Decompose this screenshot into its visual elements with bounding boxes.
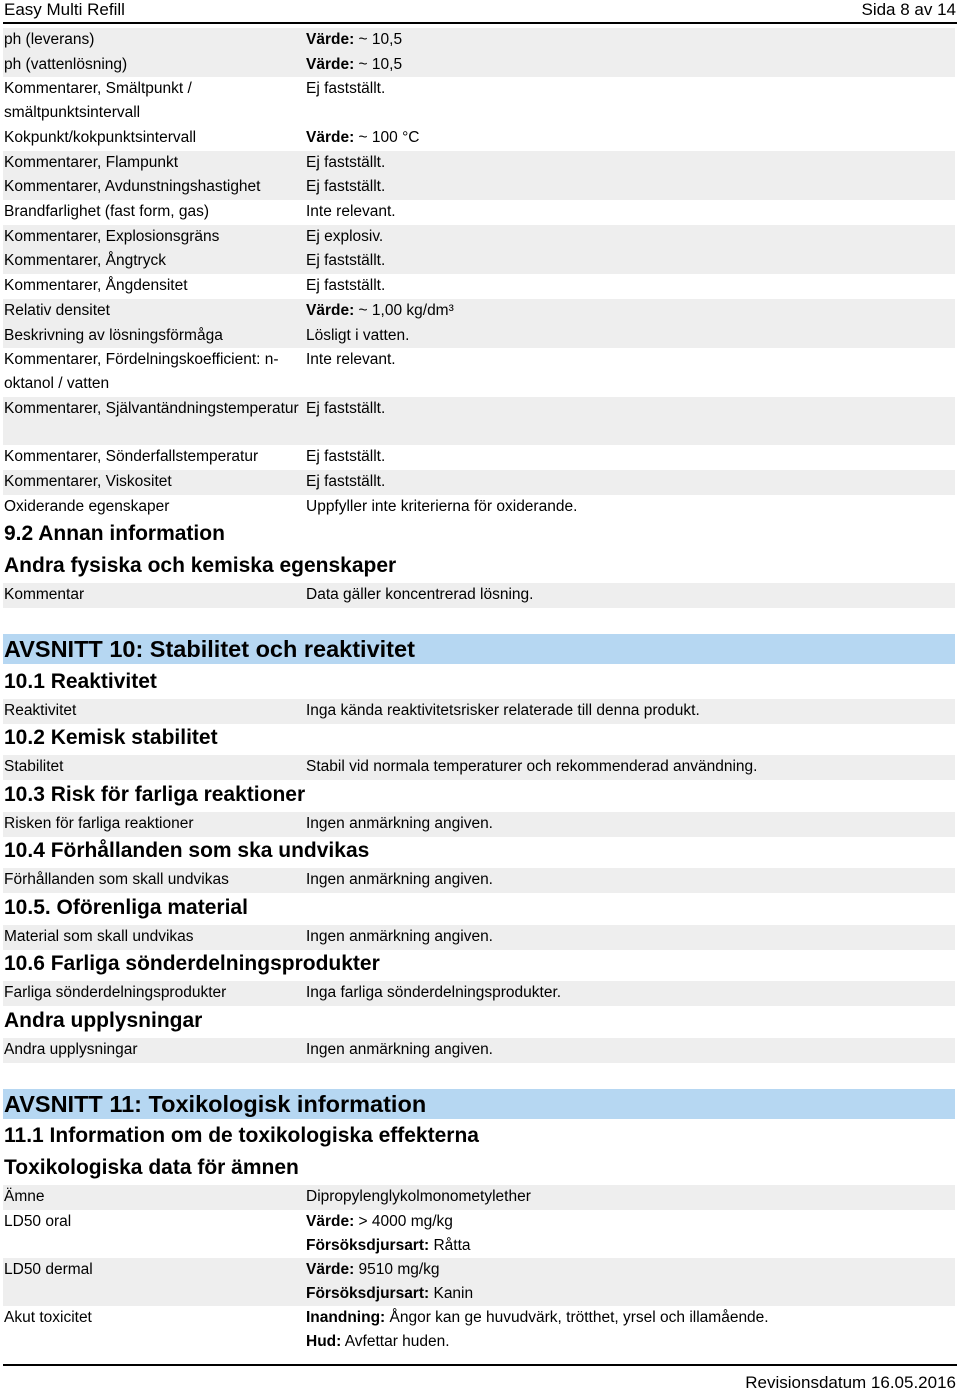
- property-row: Kommentarer, Självantändningstemperatur Ej fastställt.: [3, 397, 955, 445]
- property-row: Ämne Dipropylenglykolmonometylether: [3, 1185, 955, 1210]
- property-row: Material som skall undvikas Ingen anmärkning angiven.: [3, 925, 955, 950]
- subsection-heading: 10.6 Farliga sönderdelningsprodukter: [4, 952, 380, 975]
- revision-date: Revisionsdatum 16.05.2016: [745, 1373, 956, 1392]
- other-properties-heading: Andra fysiska och kemiska egenskaper: [4, 554, 397, 577]
- property-row: Kommentarer, Fördelningskoefficient: n-oktanol / vatten Inte relevant.: [4, 351, 396, 392]
- product-name: Easy Multi Refill: [4, 0, 125, 19]
- page-header: [0, 0, 960, 22]
- property-row: Brandfarlighet (fast form, gas) Inte relevant.: [4, 202, 396, 220]
- subsection-heading: Andra upplysningar: [4, 1009, 203, 1032]
- property-row: Kommentarer, Ångdensitet Ej fastställt.: [4, 277, 386, 294]
- header-divider: [3, 22, 957, 24]
- subsection-heading: 10.1 Reaktivitet: [4, 670, 157, 693]
- property-row: Kommentarer, Sönderfallstemperatur Ej fastställt.: [4, 448, 386, 465]
- property-row: Kommentarer, Avdunstningshastighet Ej fastställt.: [3, 175, 955, 200]
- page-number: Sida 8 av 14: [861, 0, 956, 19]
- property-row: Kommentarer, Flampunkt Ej fastställt.: [3, 151, 955, 176]
- property-row: LD50 dermal Värde: 9510 mg/kg Försöksdjursart: Kanin: [3, 1258, 955, 1306]
- section-11-banner: AVSNITT 11: Toxikologisk information: [3, 1089, 955, 1119]
- subsection-heading: 10.3 Risk för farliga reaktioner: [4, 783, 306, 806]
- property-row: Kommentarer, Explosionsgräns Ej explosiv.: [3, 225, 955, 250]
- property-row: Relativ densitet Värde: ~ 1,00 kg/dm³: [3, 299, 955, 324]
- property-row: ph (leverans) Värde: ~ 10,5: [3, 28, 955, 53]
- subsection-heading: 10.5. Oförenliga material: [4, 896, 248, 919]
- property-row: Kommentarer, Viskositet Ej fastställt.: [3, 470, 955, 495]
- property-row: Kokpunkt/kokpunktsintervall Värde: ~ 100 °C: [4, 129, 420, 146]
- property-row: Andra upplysningar Ingen anmärkning angiven.: [3, 1038, 955, 1063]
- footer-divider: [3, 1364, 957, 1366]
- subsection-heading: Toxikologiska data för ämnen: [4, 1156, 299, 1179]
- section-9-2-heading: 9.2 Annan information: [4, 522, 225, 545]
- property-row: Reaktivitet Inga kända reaktivitetsrisker relaterade till denna produkt.: [3, 699, 955, 724]
- property-row: LD50 oral Värde: > 4000 mg/kg Försöksdjursart: Råtta: [4, 1212, 471, 1254]
- property-row: ph (vattenlösning) Värde: ~ 10,5: [3, 53, 955, 78]
- property-row: Förhållanden som skall undvikas Ingen anmärkning angiven.: [3, 868, 955, 893]
- subsection-heading: 10.4 Förhållanden som ska undvikas: [4, 839, 370, 862]
- property-row: Beskrivning av lösningsförmåga Lösligt i vatten.: [3, 324, 955, 349]
- property-row: Kommentarer, Smältpunkt / smältpunktsintervall Ej fastställt.: [4, 80, 386, 121]
- property-row: Risken för farliga reaktioner Ingen anmärkning angiven.: [3, 812, 955, 837]
- subsection-heading: 11.1 Information om de toxikologiska effekterna: [4, 1124, 479, 1147]
- property-row: Stabilitet Stabil vid normala temperaturer och rekommenderad användning.: [3, 755, 955, 780]
- property-row: Kommentar Data gäller koncentrerad lösning.: [3, 583, 955, 608]
- property-row: Oxiderande egenskaper Uppfyller inte kriterierna för oxiderande.: [4, 497, 578, 515]
- section-10-banner: AVSNITT 10: Stabilitet och reaktivitet: [3, 634, 955, 664]
- property-row: Akut toxicitet Inandning: Ångor kan ge huvudvärk, trötthet, yrsel och illamående. Hud: Avfettar huden.: [4, 1309, 769, 1350]
- property-row: Kommentarer, Ångtryck Ej fastställt.: [3, 249, 955, 274]
- property-row: Farliga sönderdelningsprodukter Inga farliga sönderdelningsprodukter.: [3, 981, 955, 1006]
- subsection-heading: 10.2 Kemisk stabilitet: [4, 726, 218, 749]
